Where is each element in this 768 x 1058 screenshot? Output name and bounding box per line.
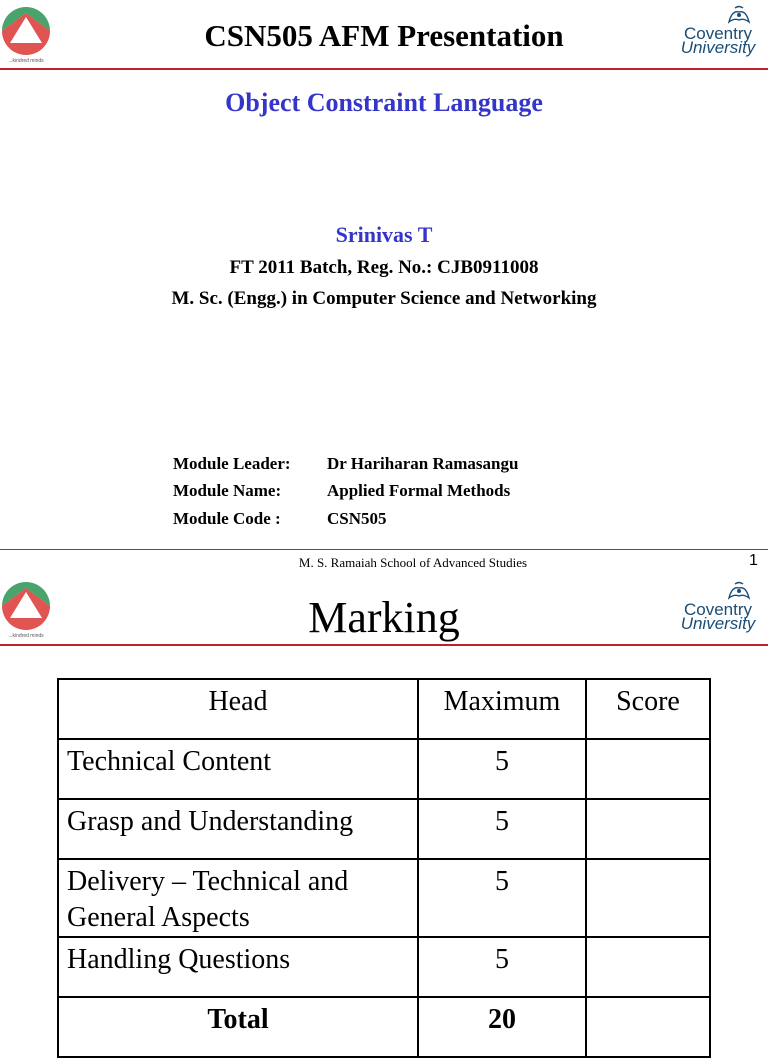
author-name: Srinivas T	[335, 222, 433, 247]
coventry-logo	[678, 4, 758, 60]
header-maximum: Maximum	[418, 679, 586, 739]
header-rule	[0, 68, 768, 70]
footer-institution: M. S. Ramaiah School of Advanced Studies	[298, 555, 528, 570]
row-score	[586, 997, 710, 1057]
coventry-word: Coventry	[683, 24, 753, 43]
table-row	[58, 799, 710, 859]
module-name-label: Module Name:	[173, 481, 282, 500]
coventry-logo	[678, 580, 758, 636]
logo-tagline: ...kindred minds	[8, 58, 44, 64]
header-score: Score	[586, 679, 710, 739]
table-row	[58, 739, 710, 799]
module-leader-value: Dr Hariharan Ramasangu	[327, 454, 519, 473]
coventry-word: Coventry	[683, 600, 753, 619]
module-code-label: Module Code :	[173, 509, 281, 528]
row-maximum: 5	[418, 859, 586, 937]
row-head: Delivery – Technical and General Aspects	[58, 859, 418, 937]
row-maximum: 5	[418, 937, 586, 997]
table-row-total	[58, 997, 710, 1057]
university-word: University	[680, 38, 756, 57]
slide-title: CSN505 AFM Presentation	[204, 18, 564, 53]
row-maximum: 5	[418, 799, 586, 859]
row-head: Technical Content	[58, 739, 418, 799]
marking-table	[57, 678, 711, 1058]
row-head: Grasp and Understanding	[58, 799, 418, 859]
row-maximum: 5	[418, 739, 586, 799]
slide-title: Marking	[308, 593, 460, 642]
logo-tagline: ...kindred minds	[8, 633, 44, 639]
row-score	[586, 937, 710, 997]
row-score	[586, 799, 710, 859]
module-code-value: CSN505	[327, 509, 387, 528]
university-word: University	[680, 614, 756, 633]
table-row	[58, 937, 710, 997]
footer-rule	[0, 549, 768, 550]
page-number: 1	[749, 552, 758, 569]
module-leader-label: Module Leader:	[173, 454, 291, 473]
row-score	[586, 859, 710, 937]
header-head: Head	[58, 679, 418, 739]
table-header-row	[58, 679, 710, 739]
row-head: Handling Questions	[58, 937, 418, 997]
program-info: M. Sc. (Engg.) in Computer Science and Networking	[171, 288, 597, 309]
header-rule	[0, 644, 768, 646]
row-score	[586, 739, 710, 799]
presentation-subtitle: Object Constraint Language	[225, 88, 543, 117]
batch-info: FT 2011 Batch, Reg. No.: CJB0911008	[229, 257, 539, 278]
row-head: Total	[58, 997, 418, 1057]
table-row	[58, 859, 710, 937]
row-maximum: 20	[418, 997, 586, 1057]
module-name-value: Applied Formal Methods	[327, 481, 511, 500]
